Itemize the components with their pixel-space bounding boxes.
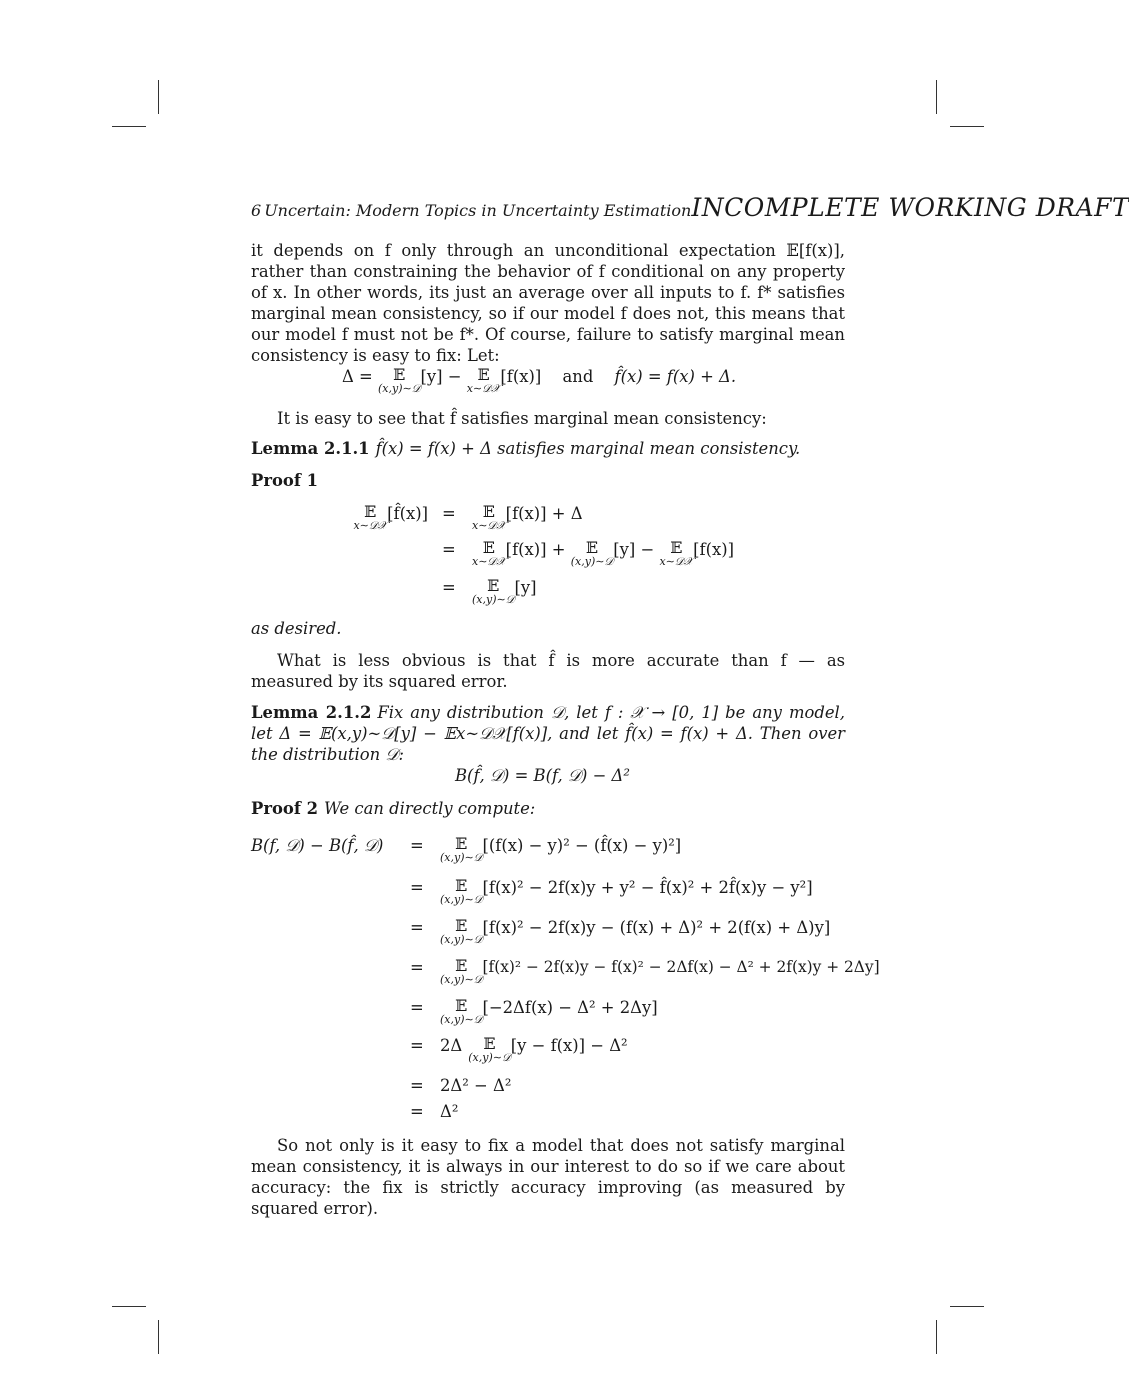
proof-2-row: 2Δ² − Δ² [440, 1076, 512, 1095]
eq-rhs: f̂(x) = f(x) + Δ. [614, 367, 737, 386]
eq-term: [y] − [420, 367, 462, 386]
lemma-text: f̂(x) = f(x) + Δ satisfies marginal mean consistency. [375, 439, 801, 458]
page-number: 6 [251, 201, 262, 220]
proof-2-row: Δ² [440, 1102, 459, 1121]
proof-1-derivation [0, 504, 1080, 604]
proof-2-derivation [0, 836, 1080, 1126]
proof-1-row: 𝔼 (x,y)∼𝒟 [y] [472, 576, 537, 606]
crop-mark [936, 1320, 937, 1354]
crop-mark [112, 126, 146, 127]
proof-2-row: 𝔼 (x,y)∼𝒟 [f(x)² − 2f(x)y + y² − f̂(x)² + 2f̂(x)y − y²] [440, 876, 813, 906]
equals-sign: = [442, 504, 456, 523]
proof-2-title: Proof 2 We can directly compute: [251, 799, 536, 818]
lemma-2-display-equation: B(f̂, 𝒟) = B(f, 𝒟) − Δ² [455, 766, 630, 785]
draft-label: INCOMPLETE WORKING DRAFT [691, 193, 1129, 222]
paragraph [251, 650, 845, 692]
paragraph-text: So not only is it easy to fix a model that does not satisfy marginal mean consistency, it is always in our interest to do so if we care about accuracy: the fix is strictly accuracy improving (as measured by squared error). [251, 1136, 845, 1218]
crop-mark [158, 1320, 159, 1354]
proof-1-lhs: 𝔼 x∼𝒟𝒳 [f̂(x)] [353, 502, 428, 532]
equals-sign: = [410, 918, 424, 937]
crop-mark [112, 1306, 146, 1307]
proof-2-row: 2Δ 𝔼 (x,y)∼𝒟 [y − f(x)] − Δ² [440, 1034, 628, 1064]
paragraph [251, 1135, 845, 1219]
expectation-operator: 𝔼 (x,y)∼𝒟 [378, 365, 421, 395]
proof-1-row: 𝔼 x∼𝒟𝒳 [f(x)] + Δ [472, 502, 583, 532]
crop-mark [950, 126, 984, 127]
proof-2-row: 𝔼 (x,y)∼𝒟 [−2Δf(x) − Δ² + 2Δy] [440, 996, 658, 1026]
equals-sign: = [410, 998, 424, 1017]
equals-sign: = [442, 540, 456, 559]
lemma-text: Fix any distribution 𝒟, let f : 𝒳 → [0, 1] be any model, let Δ = 𝔼(x,y)∼𝒟[y] − 𝔼x∼𝒟𝒳[f(x)], and let f̂(x) = f(x) + Δ. Then over the distribution 𝒟: [251, 703, 846, 764]
equals-sign: = [410, 1076, 424, 1095]
book-title: Uncertain: Modern Topics in Uncertainty Estimation [264, 201, 692, 220]
eq-term: [f(x)] [500, 367, 542, 386]
paragraph-text: What is less obvious is that f̂ is more accurate than f — as measured by its squared error. [251, 651, 845, 691]
proof-2-row: 𝔼 (x,y)∼𝒟 [f(x)² − 2f(x)y − f(x)² − 2Δf(x) − Δ² + 2f(x)y + 2Δy] [440, 956, 880, 986]
crop-mark [158, 80, 159, 114]
paragraph-text: It is easy to see that f̂ satisfies marginal mean consistency: [277, 409, 767, 428]
paragraph [251, 240, 845, 366]
crop-mark [936, 80, 937, 114]
proof-1-title: Proof 1 [251, 471, 318, 490]
lemma-title: Lemma 2.1.2 [251, 703, 372, 722]
paragraph [251, 408, 845, 429]
proof-1-conclusion: as desired. [251, 619, 342, 638]
lemma-2-1-1 [251, 438, 845, 459]
equals-sign: = [442, 578, 456, 597]
paragraph-text: it depends on f only through an unconditional expectation 𝔼[f(x)], rather than constraining the behavior of f conditional on any property of x. In other words, its just an average over all inputs to f. f* satisfies marginal mean consistency, so if our model f does not, this means that our model f must not be f*. Of course, failure to satisfy marginal mean consistency is easy to fix: Let: [251, 241, 845, 365]
expectation-operator: 𝔼 x∼𝒟𝒳 [466, 365, 501, 395]
crop-mark [950, 1306, 984, 1307]
proof-2-row: 𝔼 (x,y)∼𝒟 [f(x)² − 2f(x)y − (f(x) + Δ)² + 2(f(x) + Δ)y] [440, 916, 831, 946]
equals-sign: = [410, 878, 424, 897]
proof-2-row: 𝔼 (x,y)∼𝒟 [(f(x) − y)² − (f̂(x) − y)²] [440, 834, 682, 864]
equals-sign: = [410, 1036, 424, 1055]
proof-1-row: 𝔼 x∼𝒟𝒳 [f(x)] + 𝔼 (x,y)∼𝒟 [y] − 𝔼 x∼𝒟𝒳 [f(x)] [472, 538, 735, 568]
eq-and: and [562, 367, 594, 386]
proof-2-lhs: B(f, 𝒟) − B(f̂, 𝒟) [251, 836, 384, 855]
equation-delta [342, 367, 736, 395]
running-header [251, 193, 1129, 222]
equals-sign: = [410, 836, 424, 855]
lemma-2-1-2 [251, 702, 845, 765]
equals-sign: = [410, 958, 424, 977]
equals-sign: = [410, 1102, 424, 1121]
eq-lhs: Δ = [342, 367, 373, 386]
lemma-title: Lemma 2.1.1 [251, 439, 370, 458]
